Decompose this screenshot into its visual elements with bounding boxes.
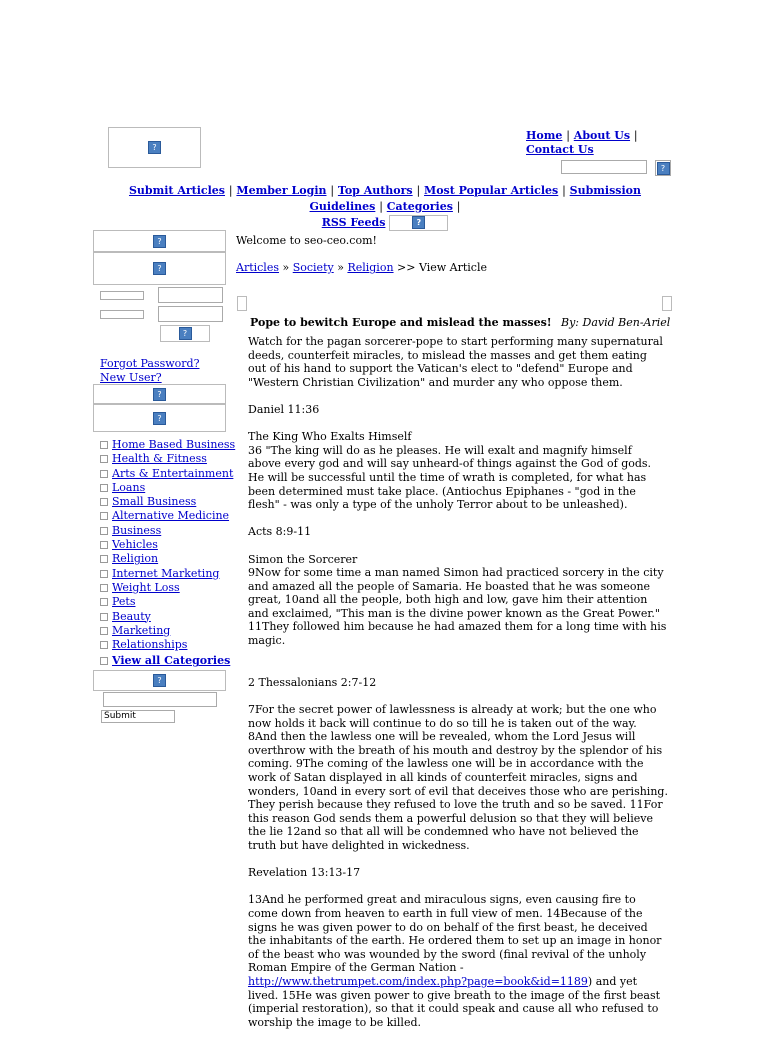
broken-image-icon: ? [153, 674, 166, 687]
separator: | [562, 184, 566, 197]
list-item [100, 509, 235, 523]
list-item [100, 438, 235, 452]
breadcrumb-religion[interactable]: Religion [347, 261, 394, 274]
category-link[interactable]: Health & Fitness [112, 452, 207, 466]
article-paragraph: Watch for the pagan sorcerer-pope to start performing many supernatural deeds, counterfeit miracles, to mislead the masses and get them eating out of his hand to support the Vatican's elect to "defend" Europe and "Western Christian Civilization" and murder any who oppose them. [248, 335, 663, 389]
username-input[interactable] [158, 287, 223, 303]
article-paragraph: Revelation 13:13-17 [248, 866, 361, 880]
category-link[interactable]: Business [112, 523, 162, 537]
newsletter-email-input[interactable] [103, 692, 217, 707]
category-link[interactable]: Marketing [112, 623, 171, 637]
article-paragraph [248, 661, 668, 662]
article-paragraph: Simon the Sorcerer 9Now for some time a man named Simon had practiced sorcery in the city and amazed all the people of Samaria. He boasted that he was someone great, 10and all the people, both high and low, gave him their attention and exclaimed, "This man is the divine power known as the Great Power." 11They followed him because he had amazed them for a long time with his magic. [248, 552, 667, 648]
search-input[interactable] [561, 160, 647, 174]
category-link[interactable]: Loans [112, 480, 146, 494]
breadcrumb-articles[interactable]: Articles [236, 261, 279, 274]
rss-image[interactable] [389, 215, 448, 231]
article-paragraph [248, 893, 668, 1029]
category-link[interactable]: Relationships [112, 638, 188, 652]
broken-image-icon: ? [179, 327, 192, 340]
category-link[interactable]: Arts & Entertainment [112, 466, 234, 480]
bullet-icon [100, 613, 108, 621]
main-nav [96, 183, 674, 231]
site-logo[interactable] [108, 127, 201, 168]
breadcrumb-society[interactable]: Society [292, 261, 334, 274]
bullet-icon [100, 570, 108, 578]
separator: | [379, 200, 383, 213]
sidebar-banner [93, 230, 226, 252]
member-login-header [93, 252, 226, 285]
category-link[interactable]: Weight Loss [112, 580, 180, 594]
breadcrumb-sep: » [337, 261, 344, 274]
broken-image-icon: ? [153, 262, 166, 275]
bullet-icon [100, 641, 108, 649]
username-label-image [100, 291, 144, 300]
breadcrumb [236, 261, 487, 274]
account-links [100, 357, 225, 385]
article-paragraph: The King Who Exalts Himself 36 "The king will do as he pleases. He will exalt and magnify himself above every god and will say unheard-of things against the God of gods. He will be successful until the time of wrath is completed, for what has been determined must take place. (Antiochus Epiphanes - "god in the flesh" - was only a type of the unholy Terror about to be unleashed). [248, 430, 652, 512]
category-link[interactable]: Internet Marketing [112, 566, 220, 580]
bullet-icon [100, 555, 108, 563]
view-all-categories-link[interactable]: View all Categories [112, 654, 231, 668]
separator: | [633, 129, 638, 142]
broken-image-icon: ? [657, 162, 670, 175]
list-item [100, 481, 235, 495]
rev-text: 13And he performed great and miraculous signs, even causing fire to come down from heaven to earth in full view of men. 14Because of the signs he was given power to do on behalf of the first beast, he deceived the inhabitants of the earth. He ordered them to set up an image in honor of the beast who was wounded by the sword (final revival of the unholy Roman Empire of the German Nation - [248, 893, 662, 975]
broken-image-icon: ? [412, 216, 425, 229]
category-link[interactable]: Alternative Medicine [112, 509, 230, 523]
broken-image-icon: ? [153, 412, 166, 425]
separator: | [330, 184, 335, 197]
list-item [100, 581, 235, 595]
newsletter-header [93, 670, 226, 691]
list-item [100, 595, 235, 609]
list-item [100, 638, 235, 652]
bullet-icon [100, 541, 108, 549]
category-link[interactable]: Pets [112, 595, 136, 609]
broken-image-icon: ? [148, 141, 161, 154]
separator: | [456, 200, 461, 213]
bullet-icon [100, 627, 108, 635]
password-label-image [100, 310, 144, 319]
forgot-password-link[interactable]: Forgot Password? [100, 357, 200, 370]
category-link[interactable]: Small Business [112, 495, 197, 509]
nav-rss-feeds[interactable]: RSS Feeds [321, 216, 386, 229]
bullet-icon [100, 484, 108, 492]
article-author: By: David Ben-Ariel [561, 316, 671, 329]
breadcrumb-current: >> View Article [397, 261, 487, 274]
newsletter-submit-button[interactable]: Submit [101, 710, 175, 723]
bullet-icon [100, 498, 108, 506]
rev-text: ) and yet lived. 15He was given power to give breath to the image of the first beast (imperial restoration), so that it could speak and cause all who refused to worship the image to be killed. [248, 974, 661, 1029]
bullet-icon [100, 455, 108, 463]
password-input[interactable] [158, 306, 223, 322]
article-box-corner-right [662, 296, 672, 311]
separator: | [228, 184, 233, 197]
article-box-corner-left [237, 296, 247, 311]
top-links [526, 129, 676, 157]
category-link[interactable]: Home Based Business [112, 438, 236, 451]
article-paragraph: Acts 8:9-11 [248, 525, 312, 539]
list-item [100, 610, 235, 624]
list-item [100, 624, 235, 638]
list-item [100, 567, 235, 581]
home-link[interactable]: Home [526, 129, 563, 142]
list-item [100, 654, 235, 668]
bullet-icon [100, 441, 108, 449]
list-item [100, 524, 235, 538]
sidebar-image [93, 384, 226, 404]
bullet-icon [100, 584, 108, 592]
nav-top-authors[interactable]: Top Authors [337, 184, 413, 197]
broken-image-icon: ? [153, 388, 166, 401]
category-link[interactable]: Beauty [112, 609, 151, 623]
article-body [248, 335, 668, 1043]
nav-categories[interactable]: Categories [386, 200, 453, 213]
separator: | [416, 184, 421, 197]
trumpet-link[interactable]: http://www.thetrumpet.com/index.php?page=book&id=1189 [248, 974, 588, 988]
category-link[interactable]: Vehicles [112, 538, 158, 552]
search-button[interactable] [655, 160, 671, 176]
article-paragraph: Daniel 11:36 [248, 402, 320, 416]
broken-image-icon: ? [153, 235, 166, 248]
contact-us-link[interactable]: Contact Us [526, 143, 594, 156]
list-item [100, 452, 235, 466]
article-title: Pope to bewitch Europe and mislead the masses! [250, 316, 552, 329]
article-paragraph: 2 Thessalonians 2:7-12 [248, 675, 377, 689]
categories-header [93, 404, 226, 432]
breadcrumb-sep: » [282, 261, 290, 274]
bullet-icon [100, 470, 108, 478]
article-paragraph: 7For the secret power of lawlessness is already at work; but the one who now holds it back will continue to do so till he is taken out of the way. 8And then the lawless one will be revealed, whom the Lord Jesus will overthrow with the breath of his mouth and destroy by the splendor of his coming. 9The coming of the lawless one will be in accordance with the work of Satan displayed in all kinds of counterfeit miracles, signs and wonders, 10and in every sort of evil that deceives those who are perishing. They perish because they refused to love the truth and so be saved. 11For this reason God sends them a powerful delusion so that they will believe the lie 12and so that all will be condemned who have not believed the truth but have delighted in wickedness. [248, 703, 668, 852]
new-user-link[interactable]: New User? [100, 371, 162, 384]
bullet-icon [100, 512, 108, 520]
welcome-message: Welcome to seo-ceo.com! [236, 234, 377, 247]
list-item [100, 552, 235, 566]
separator: | [566, 129, 570, 142]
about-us-link[interactable]: About Us [573, 129, 631, 142]
bullet-icon [100, 598, 108, 606]
nav-member-login[interactable]: Member Login [236, 184, 327, 197]
nav-most-popular[interactable]: Most Popular Articles [424, 184, 559, 197]
nav-submit-articles[interactable]: Submit Articles [128, 184, 226, 197]
nav-submission-guidelines[interactable]: Submission Guidelines [309, 184, 642, 213]
list-item [100, 495, 235, 509]
category-link[interactable]: Religion [112, 552, 159, 566]
bullet-icon [100, 657, 108, 665]
list-item [100, 467, 235, 481]
list-item [100, 538, 235, 552]
category-list [100, 438, 235, 669]
login-button[interactable] [160, 325, 210, 342]
bullet-icon [100, 527, 108, 535]
